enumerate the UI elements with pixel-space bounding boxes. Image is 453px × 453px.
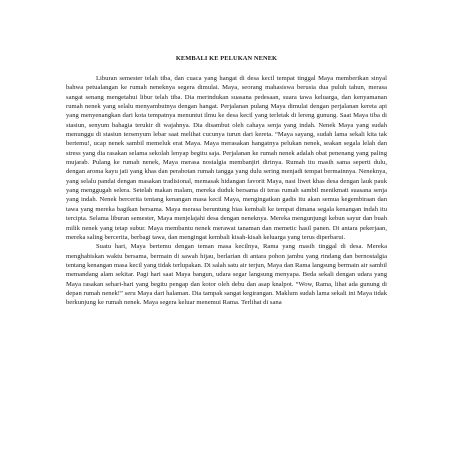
paragraph-1: Liburan semester telah tiba, dan cuaca yang hangat di desa kecil tempat tinggal Maya memberikan sinyal bahwa petualangan ke rumah neneknya segera dimulai. Maya, seorang mahasiswa berusia dua puluh tahun, merasa sangat senang mengetahui libur telah tiba. Dia merindukan suasana pedesaan, suara tawa keluarga, dan kenyamanan rumah nenek yang selalu menyambutnya dengan hangat. Perjalanan pulang Maya dimulai dengan perjalanan kereta api yang menyenangkan dari kota tempatnya menuntut ilmu ke desa kecil yang terletak di lereng gunung. Saat Maya tiba di stasiun, senyum bahagia terukir di wajahnya. Dia disambut oleh cahaya senja yang indah. Nenek Maya yang sudah menunggu di stasiun tersenyum lebar saat melihat cucunya turun dari kereta. “Maya sayang, sudah lama sekali kita tak bertemu!, ucap nenek sambil memeluk erat Maya. Maya merasakan hangatnya pelukan nenek, seakan segala lelah dan stress yang dia rasakan selama sekolah lenyap begitu saja. Perjalanan ke rumah nenek adalah obat penenang yang paling mujarab. Pulang ke rumah nenek, Maya merasa nostalgia membanjiri dirinya. Rumah itu masih sama seperti dulu, dengan aroma kayu jati yang khas dan perabotan rumah tangga yang dulu sering menjadi tempat bermainnya. Neneknya, yang selalu pandai dengan masakan tradisional, memasak hidangan favorit Maya, nasi liwet khas desa dengan lauk pauk yang menggugah selera. Setelah makan malam, mereka duduk bersama di teras rumah sambil menikmati suasana senja yang indah. Nenek bercerita tentang kenangan masa kecil Maya, mengingatkan gadis itu akan semua kegembiraan dan tawa yang mereka bagikan bersama. Maya merasa beruntung bias kembali ke tempat dimana segala kenangan indah itu tercipta. Selama liburan semester, Maya menjelajahi desa dengan neneknya. Mereka mengunjungi kebun sayur dan buah milik nenek yang tetap subur. Maya membantu nenek merawat tanaman dan memetic hasil panen. Di antara pekerjaan, mereka saling bercerita, berbagi tawa, dan mengingat kembali kisah-kisah keluarga yang terus diperbarui. <box>66 75 387 241</box>
paragraph-2: Suatu hari, Maya bertemu dengan teman masa kecilnya, Rama yang masih tinggal di desa. Mereka menghabiskan waktu bersama, bermain di sawah hijau, berlarian di antara pohon jambu yang rindang dan bernostalgia tentang kenangan masa kecil yang tidak terlupakan. Di salah satu air terjun, Maya dan Rama langsung bermain air sambil memandang alam sekitar. Pagi hari saat Maya bangun, udara segar langsung menyapa. Beda sekali dengan udara yang Maya rasakan sehari-hari yang begitu pengap dan kotor oleh debu dan asap knalpot. “Wow, Rama, lihat ada gunung di depan rumah nenek!” seru Maya dari halaman. Dia tampak sangat kegirangan. Maklum sudah lama sekali ini Maya tidak berkunjung ke rumah nenek. Maya segera keluar menemui Rama. Terlihat di sana <box>66 243 387 307</box>
document-title: KEMBALI KE PELUKAN NENEK <box>175 55 278 62</box>
